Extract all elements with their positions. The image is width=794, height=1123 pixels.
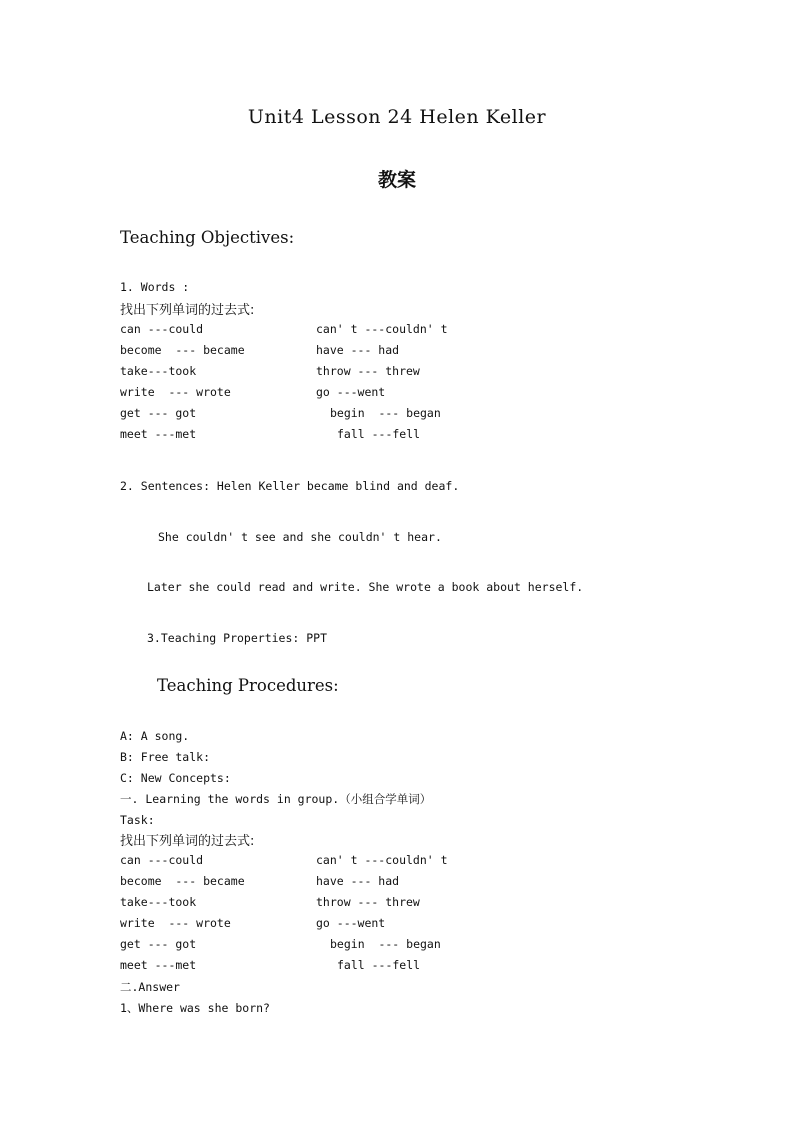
procedures-heading: Teaching Procedures: [157,676,339,695]
word-pair-right: begin --- began [330,937,441,951]
find-past-instruction: 找出下列单词的过去式: [120,303,255,318]
word-pair-right: begin --- began [330,406,441,420]
word-pair-left: become --- became [120,343,245,357]
word-pair-left: get --- got [120,406,197,420]
question-line: 1、Where was she born? [120,1001,270,1015]
document-subtitle: 教案 [377,169,416,191]
word-pair-right: throw --- threw [316,895,420,909]
task-label: Task: [120,813,155,827]
words-label: 1. Words : [120,280,190,294]
word-pair-left: get --- got [120,937,197,951]
word-pair-left: meet ---met [120,958,197,972]
procedure-substep: 二.Answer [120,980,180,994]
word-pair-left: write --- wrote [120,385,231,399]
document-title: Unit4 Lesson 24 Helen Keller [247,106,547,128]
procedure-step: A: A song. [120,729,190,743]
word-pair-right: go ---went [316,385,386,399]
word-pair-left: write --- wrote [120,916,231,930]
word-pair-right: have --- had [316,343,400,357]
procedure-step: B: Free talk: [120,750,211,764]
sentence-line: Later she could read and write. She wrote a book about herself. [147,580,584,594]
word-pair-left: meet ---met [120,427,197,441]
procedure-substep: 一. Learning the words in group.（小组合学单词） [120,792,432,806]
word-pair-left: become --- became [120,874,245,888]
word-pair-right: can' t ---couldn' t [316,853,448,867]
word-pair-left: can ---could [120,322,204,336]
word-pair-left: can ---could [120,853,204,867]
procedure-step: C: New Concepts: [120,771,231,785]
word-pair-left: take---took [120,364,197,378]
teaching-properties: 3.Teaching Properties: PPT [147,631,328,645]
word-pair-right: fall ---fell [337,427,421,441]
word-pair-right: fall ---fell [337,958,421,972]
find-past-instruction: 找出下列单词的过去式: [120,834,255,849]
sentence-line: She couldn' t see and she couldn' t hear. [158,530,442,544]
sentences-label: 2. Sentences: Helen Keller became blind and deaf. [120,479,460,493]
word-pair-right: can' t ---couldn' t [316,322,448,336]
objectives-heading: Teaching Objectives: [120,228,295,247]
word-pair-left: take---took [120,895,197,909]
word-pair-right: have --- had [316,874,400,888]
word-pair-right: go ---went [316,916,386,930]
word-pair-right: throw --- threw [316,364,420,378]
